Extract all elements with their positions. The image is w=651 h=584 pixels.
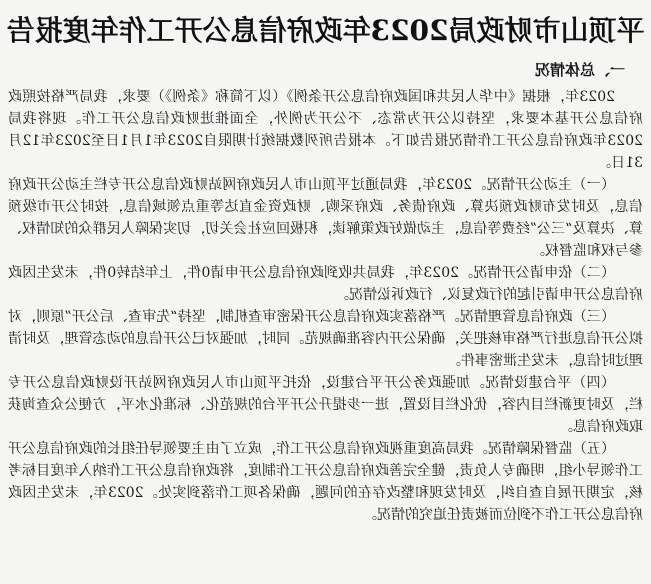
document-body [8,86,643,526]
paragraph-proactive-disclosure: （一）主动公开情况。2023年，我局通过平顶山市人民政府网站财政信息公开专栏主动公开政府信息，及时发布财政预决算、政府债务、政府采购、财政资金直达等重点领域信息，按时公开市级预算、决算及“三公”经费等信息，主动做好政策解读，积极回应社会关切，切实保障人民群众的知情权、参与权和监督权。 [8,177,643,259]
paragraph-request-disclosure: （二）依申请公开情况。2023年，我局共收到政府信息公开申请0件，上年结转0件，未发生因政府信息公开申请引起的行政复议、行政诉讼情况。 [8,265,643,303]
paragraph-supervision: （五）监督保障情况。我局高度重视政府信息公开工作，成立了由主要领导任组长的政府信息公开工作领导小组，明确专人负责，健全完善政府信息公开工作制度，将政府信息公开工作纳入年度目标考核，定期开展自查自纠，及时发现和整改存在的问题，确保各项工作落到实处。2023年，未发生因政府信息公开工作不到位而被责任追究的情况。 [8,441,643,523]
paragraph-platform-construction: （四）平台建设情况。加强政务公开平台建设，依托平顶山市人民政府网站开设财政信息公开专栏，及时更新栏目内容，优化栏目设置，进一步提升公开平台的规范化、标准化水平，方便公众查询获取政府信息。 [8,375,643,435]
section-heading-overview: 一、总体情况 [534,61,625,79]
document-title: 平顶山市财政局2023年政府信息公开工作年度报告 [6,14,645,47]
paragraph-intro: 2023年，根据《中华人民共和国政府信息公开条例》（以下简称《条例》）要求，我局严格按照政府信息公开基本要求，坚持以公开为常态、不公开为例外，全面推进财政信息公开工作。现将我局2023年政府信息公开工作情况报告如下。本报告所列数据统计期限自2023年1月1日至2023年12月31日。 [8,89,643,171]
paragraph-information-management: （三）政府信息管理情况。严格落实政府信息公开保密审查机制，坚持“先审查、后公开”原则，对拟公开信息进行严格审核把关，确保公开内容准确规范。同时，加强对已公开信息的动态管理，及时清理过时信息，未发生泄密事件。 [8,309,643,369]
